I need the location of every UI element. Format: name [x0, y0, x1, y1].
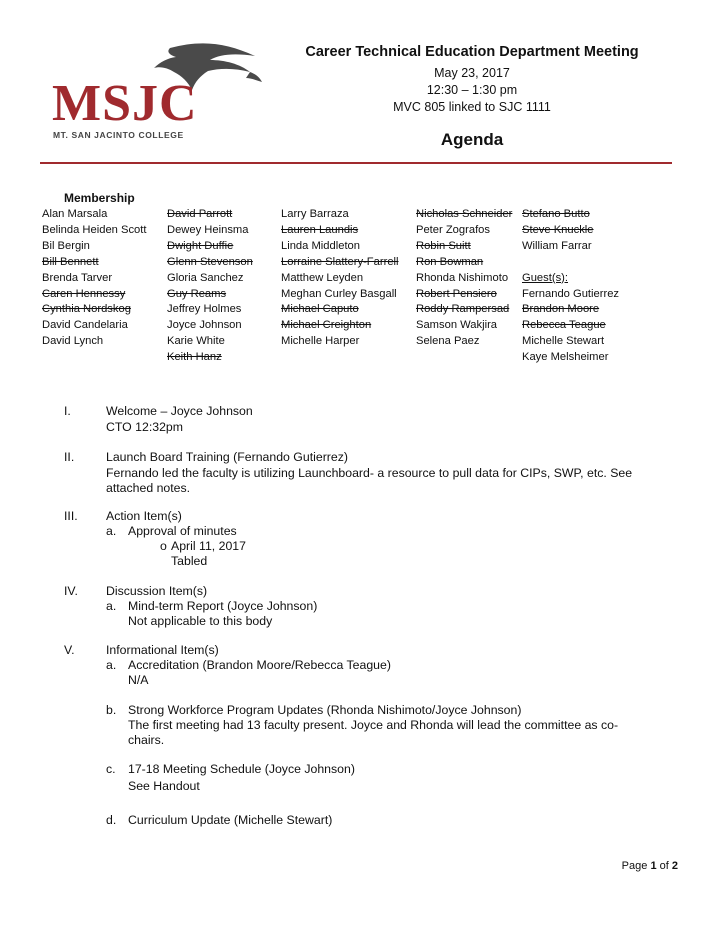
page-current: 1 — [650, 860, 657, 872]
item-letter: a. — [106, 599, 117, 613]
member-name: Brandon Moore — [522, 303, 600, 316]
member-name: Meghan Curley Basgall — [281, 287, 397, 300]
item-note: Tabled — [171, 554, 208, 568]
member-name — [522, 255, 619, 271]
member-name: Bill Bennett — [42, 255, 99, 268]
header-divider — [40, 162, 672, 164]
meeting-time: 12:30 – 1:30 pm — [426, 83, 518, 97]
college-logo — [50, 38, 270, 150]
membership-column-5 — [522, 207, 619, 366]
member-name: Steve Knuckle — [522, 223, 594, 236]
member-name: Samson Wakjira — [416, 319, 498, 332]
membership-column-3 — [281, 207, 399, 350]
logo-subtitle: MT. SAN JACINTO COLLEGE — [53, 130, 184, 140]
item-numeral: II. — [64, 450, 75, 464]
item-welcome: Welcome – Joyce Johnson — [106, 404, 253, 418]
member-name: Glenn Stevenson — [167, 255, 253, 268]
member-name: Karie White — [167, 335, 225, 348]
member-name: Robert Pensiero — [416, 287, 497, 300]
membership-column-2 — [167, 207, 253, 366]
member-name: Keith Hanz — [167, 351, 222, 364]
membership-column-4 — [416, 207, 512, 350]
member-name: Ron Bowman — [416, 255, 484, 268]
item-letter: a. — [106, 524, 117, 538]
member-name: Selena Paez — [416, 335, 480, 348]
member-name: Robin Suitt — [416, 239, 471, 252]
page-total: 2 — [671, 860, 678, 872]
item-letter: a. — [106, 658, 117, 672]
membership-heading: Membership — [64, 191, 135, 205]
member-name: Michael Caputo — [281, 303, 359, 316]
member-name: Kaye Melsheimer — [522, 351, 609, 364]
member-name: Larry Barraza — [281, 208, 349, 220]
item-note: The first meeting had 13 faculty present. Joyce and Rhonda will lead the committee as co- — [128, 718, 619, 732]
member-name: Lauren Laundis — [281, 223, 359, 236]
member-name: Rhonda Nishimoto — [416, 271, 509, 284]
page-word: Page — [621, 860, 648, 872]
bullet-icon: o — [160, 539, 167, 553]
member-name: Caren Hennessy — [42, 287, 126, 300]
member-name: Linda Middleton — [281, 239, 360, 252]
item-midterm-report: Mind-term Report (Joyce Johnson) — [128, 599, 318, 613]
member-name: Guest(s): — [522, 271, 569, 284]
member-name: Matthew Leyden — [281, 271, 364, 284]
item-note: attached notes. — [106, 481, 191, 495]
member-name: Bil Bergin — [42, 239, 90, 252]
member-name: Michelle Stewart — [522, 335, 605, 348]
member-name: Fernando Gutierrez — [522, 287, 620, 300]
meeting-location: MVC 805 linked to SJC 1111 — [393, 100, 551, 114]
page-number — [622, 860, 678, 872]
member-name: Dewey Heinsma — [167, 223, 249, 236]
member-name: Stefano Butto — [522, 208, 590, 220]
member-name: David Parrott — [167, 208, 233, 220]
item-note: See Handout — [128, 779, 200, 793]
logo-wordmark: MSJC — [52, 75, 198, 132]
member-name: Rebecca Teague — [522, 319, 606, 332]
item-informational-items: Informational Item(s) — [106, 643, 219, 657]
meeting-date: May 23, 2017 — [434, 66, 510, 80]
membership-column-1 — [42, 207, 146, 350]
item-curriculum-update: Curriculum Update (Michelle Stewart) — [128, 813, 333, 827]
item-note: Fernando led the faculty is utilizing Launchboard- a resource to pull data for CIPs, SWP, etc. See — [106, 466, 633, 480]
item-meeting-schedule: 17-18 Meeting Schedule (Joyce Johnson) — [128, 762, 355, 776]
item-note: CTO 12:32pm — [106, 420, 184, 434]
item-discussion-items: Discussion Item(s) — [106, 584, 208, 598]
member-name: Gloria Sanchez — [167, 271, 244, 284]
item-numeral: IV. — [64, 584, 78, 598]
item-letter: d. — [106, 813, 117, 827]
item-letter: c. — [106, 762, 116, 776]
member-name: Alan Marsala — [42, 208, 108, 220]
member-name: Jeffrey Holmes — [167, 303, 242, 316]
item-numeral: I. — [64, 404, 71, 418]
item-strong-workforce: Strong Workforce Program Updates (Rhonda Nishimoto/Joyce Johnson) — [128, 703, 522, 717]
member-name: Guy Reams — [167, 287, 227, 300]
item-note: Not applicable to this body — [128, 614, 273, 628]
member-name: William Farrar — [522, 239, 592, 252]
member-name: Joyce Johnson — [167, 319, 242, 332]
member-name: Michael Creighton — [281, 319, 372, 332]
item-subpoint: April 11, 2017 — [171, 539, 246, 553]
page-of-word: of — [659, 860, 669, 872]
member-name: David Lynch — [42, 335, 104, 348]
meeting-title: Career Technical Education Department Meeting — [305, 44, 639, 60]
item-note: chairs. — [128, 733, 165, 747]
item-accreditation: Accreditation (Brandon Moore/Rebecca Teague) — [128, 658, 391, 672]
item-numeral: III. — [64, 509, 78, 523]
member-name: Roddy Rampersad — [416, 303, 510, 316]
item-action-items: Action Item(s) — [106, 509, 182, 523]
item-note: N/A — [128, 673, 149, 687]
item-numeral: V. — [64, 643, 75, 657]
member-name: Nicholas Schneider — [416, 208, 513, 220]
member-name: Cynthia Nordskog — [42, 303, 131, 316]
item-launch-board: Launch Board Training (Fernando Gutierrez) — [106, 450, 348, 464]
member-name: Belinda Heiden Scott — [42, 223, 147, 236]
member-name: Brenda Tarver — [42, 271, 113, 284]
agenda-heading: Agenda — [440, 130, 504, 149]
member-name: Lorraine Slattery-Farrell — [281, 255, 399, 268]
member-name: Dwight Duffie — [167, 239, 234, 252]
member-name: Michelle Harper — [281, 335, 360, 348]
item-letter: b. — [106, 703, 117, 717]
item-approval-minutes: Approval of minutes — [128, 524, 237, 538]
member-name: David Candelaria — [42, 319, 128, 332]
member-name: Peter Zografos — [416, 223, 490, 236]
